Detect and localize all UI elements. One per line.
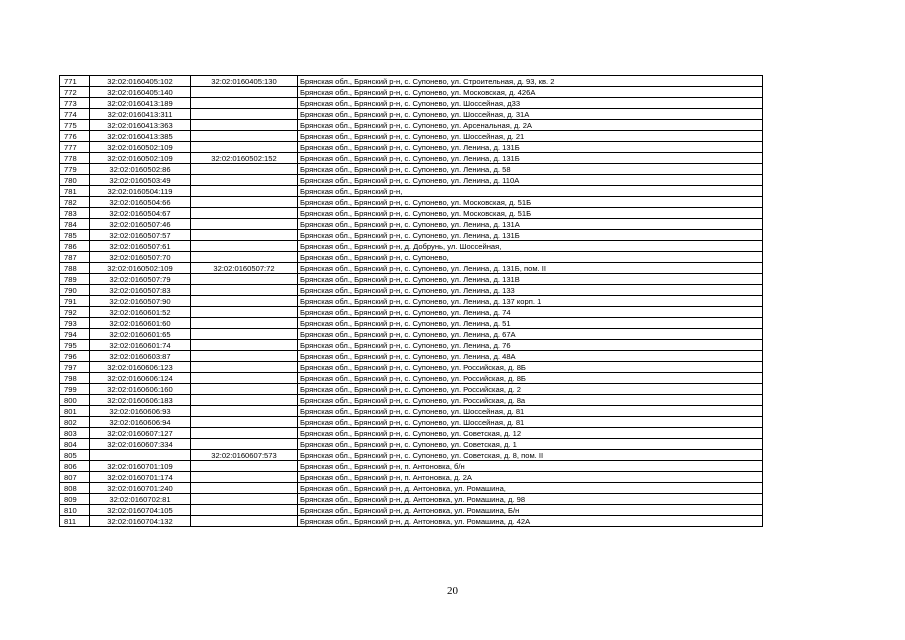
address-cell: Брянская обл., Брянский р-н, с. Супонево, ул. Ленина, д. 131В — [298, 274, 763, 285]
building-cadastral-cell: 32:02:0160405:130 — [191, 76, 298, 87]
row-number-cell: 803 — [60, 428, 90, 439]
table-row — [60, 252, 763, 263]
address-cell: Брянская обл., Брянский р-н, с. Супонево, ул. Ленина, д. 137 корп. 1 — [298, 296, 763, 307]
address-cell: Брянская обл., Брянский р-н, с. Супонево, ул. Российская, д. 8Б — [298, 373, 763, 384]
address-cell: Брянская обл., Брянский р-н, с. Супонево, ул. Ленина, д. 131Б, пом. II — [298, 263, 763, 274]
table-row — [60, 241, 763, 252]
table-row — [60, 131, 763, 142]
land-plot-cadastral-cell: 32:02:0160607:334 — [90, 439, 191, 450]
address-cell: Брянская обл., Брянский р-н, с. Супонево, ул. Ленина, д. 131Б — [298, 230, 763, 241]
address-cell: Брянская обл., Брянский р-н, с. Супонево, ул. Шоссейная, д. 31А — [298, 109, 763, 120]
table-row — [60, 219, 763, 230]
land-plot-cadastral-cell: 32:02:0160413:363 — [90, 120, 191, 131]
building-cadastral-cell — [191, 307, 298, 318]
address-cell: Брянская обл., Брянский р-н, с. Супонево, ул. Московская, д. 51Б — [298, 197, 763, 208]
row-number-cell: 808 — [60, 483, 90, 494]
land-plot-cadastral-cell: 32:02:0160507:46 — [90, 219, 191, 230]
building-cadastral-cell — [191, 197, 298, 208]
row-number-cell: 795 — [60, 340, 90, 351]
table-row — [60, 494, 763, 505]
table-row — [60, 263, 763, 274]
address-cell: Брянская обл., Брянский р-н, с. Супонево, ул. Шоссейная, д. 81 — [298, 406, 763, 417]
table-row — [60, 120, 763, 131]
table-row — [60, 318, 763, 329]
address-cell: Брянская обл., Брянский р-н, с. Супонево, ул. Ленина, д. 74 — [298, 307, 763, 318]
address-cell: Брянская обл., Брянский р-н, с. Супонево, ул. Ленина, д. 48А — [298, 351, 763, 362]
row-number-cell: 779 — [60, 164, 90, 175]
building-cadastral-cell — [191, 340, 298, 351]
address-cell: Брянская обл., Брянский р-н, с. Супонево, — [298, 252, 763, 263]
building-cadastral-cell — [191, 351, 298, 362]
building-cadastral-cell — [191, 285, 298, 296]
table-row — [60, 329, 763, 340]
land-plot-cadastral-cell: 32:02:0160502:86 — [90, 164, 191, 175]
table-row — [60, 76, 763, 87]
address-cell: Брянская обл., Брянский р-н, с. Супонево, ул. Российская, д. 8а — [298, 395, 763, 406]
land-plot-cadastral-cell: 32:02:0160502:109 — [90, 153, 191, 164]
land-plot-cadastral-cell: 32:02:0160413:385 — [90, 131, 191, 142]
building-cadastral-cell — [191, 175, 298, 186]
table-row — [60, 186, 763, 197]
table-row — [60, 208, 763, 219]
land-plot-cadastral-cell: 32:02:0160502:109 — [90, 142, 191, 153]
address-cell: Брянская обл., Брянский р-н, с. Супонево, ул. Шоссейная, д. 81 — [298, 417, 763, 428]
building-cadastral-cell — [191, 483, 298, 494]
table-row — [60, 362, 763, 373]
land-plot-cadastral-cell: 32:02:0160507:83 — [90, 285, 191, 296]
address-cell: Брянская обл., Брянский р-н, д. Добрунь, ул. Шоссейная, — [298, 241, 763, 252]
address-cell: Брянская обл., Брянский р-н, с. Супонево, ул. Советская, д. 12 — [298, 428, 763, 439]
table-row — [60, 450, 763, 461]
address-cell: Брянская обл., Брянский р-н, д. Антоновка, ул. Ромашина, — [298, 483, 763, 494]
row-number-cell: 794 — [60, 329, 90, 340]
row-number-cell: 776 — [60, 131, 90, 142]
address-cell: Брянская обл., Брянский р-н, с. Супонево, ул. Ленина, д. 51 — [298, 318, 763, 329]
row-number-cell: 809 — [60, 494, 90, 505]
table-row — [60, 340, 763, 351]
row-number-cell: 787 — [60, 252, 90, 263]
building-cadastral-cell — [191, 329, 298, 340]
land-plot-cadastral-cell: 32:02:0160701:240 — [90, 483, 191, 494]
table-row — [60, 461, 763, 472]
row-number-cell: 807 — [60, 472, 90, 483]
address-cell: Брянская обл., Брянский р-н, с. Супонево, ул. Российская, д. 2 — [298, 384, 763, 395]
land-plot-cadastral-cell: 32:02:0160405:140 — [90, 87, 191, 98]
building-cadastral-cell — [191, 98, 298, 109]
table-row — [60, 406, 763, 417]
land-plot-cadastral-cell: 32:02:0160504:67 — [90, 208, 191, 219]
row-number-cell: 800 — [60, 395, 90, 406]
land-plot-cadastral-cell: 32:02:0160601:52 — [90, 307, 191, 318]
registry-table — [59, 75, 763, 527]
row-number-cell: 786 — [60, 241, 90, 252]
table-row — [60, 98, 763, 109]
address-cell: Брянская обл., Брянский р-н, д. Антоновка, ул. Ромашина, д. 98 — [298, 494, 763, 505]
land-plot-cadastral-cell: 32:02:0160507:79 — [90, 274, 191, 285]
building-cadastral-cell — [191, 142, 298, 153]
building-cadastral-cell — [191, 395, 298, 406]
building-cadastral-cell — [191, 120, 298, 131]
table-row — [60, 307, 763, 318]
row-number-cell: 783 — [60, 208, 90, 219]
row-number-cell: 773 — [60, 98, 90, 109]
row-number-cell: 810 — [60, 505, 90, 516]
address-cell: Брянская обл., Брянский р-н, с. Супонево, ул. Ленина, д. 76 — [298, 340, 763, 351]
address-cell: Брянская обл., Брянский р-н, с. Супонево, ул. Ленина, д. 131А — [298, 219, 763, 230]
row-number-cell: 804 — [60, 439, 90, 450]
building-cadastral-cell — [191, 87, 298, 98]
row-number-cell: 791 — [60, 296, 90, 307]
building-cadastral-cell — [191, 362, 298, 373]
land-plot-cadastral-cell: 32:02:0160704:105 — [90, 505, 191, 516]
building-cadastral-cell — [191, 439, 298, 450]
land-plot-cadastral-cell: 32:02:0160507:57 — [90, 230, 191, 241]
address-cell: Брянская обл., Брянский р-н, с. Супонево, ул. Ленина, д. 110А — [298, 175, 763, 186]
table-row — [60, 505, 763, 516]
address-cell: Брянская обл., Брянский р-н, с. Супонево, ул. Ленина, д. 131Б — [298, 142, 763, 153]
land-plot-cadastral-cell: 32:02:0160507:70 — [90, 252, 191, 263]
land-plot-cadastral-cell: 32:02:0160504:66 — [90, 197, 191, 208]
building-cadastral-cell: 32:02:0160507:72 — [191, 263, 298, 274]
table-row — [60, 230, 763, 241]
building-cadastral-cell — [191, 428, 298, 439]
row-number-cell: 775 — [60, 120, 90, 131]
table-row — [60, 296, 763, 307]
land-plot-cadastral-cell: 32:02:0160601:60 — [90, 318, 191, 329]
table-row — [60, 175, 763, 186]
land-plot-cadastral-cell: 32:02:0160405:102 — [90, 76, 191, 87]
building-cadastral-cell: 32:02:0160607:573 — [191, 450, 298, 461]
row-number-cell: 806 — [60, 461, 90, 472]
building-cadastral-cell — [191, 505, 298, 516]
land-plot-cadastral-cell: 32:02:0160606:124 — [90, 373, 191, 384]
land-plot-cadastral-cell: 32:02:0160507:61 — [90, 241, 191, 252]
row-number-cell: 789 — [60, 274, 90, 285]
table-row — [60, 472, 763, 483]
row-number-cell: 802 — [60, 417, 90, 428]
table-row — [60, 142, 763, 153]
address-cell: Брянская обл., Брянский р-н, с. Супонево, ул. Строительная, д. 93, кв. 2 — [298, 76, 763, 87]
building-cadastral-cell — [191, 516, 298, 527]
land-plot-cadastral-cell: 32:02:0160601:74 — [90, 340, 191, 351]
table-row — [60, 164, 763, 175]
land-plot-cadastral-cell: 32:02:0160607:127 — [90, 428, 191, 439]
building-cadastral-cell — [191, 494, 298, 505]
building-cadastral-cell — [191, 131, 298, 142]
table-row — [60, 351, 763, 362]
table-row — [60, 439, 763, 450]
row-number-cell: 774 — [60, 109, 90, 120]
table-row — [60, 197, 763, 208]
land-plot-cadastral-cell: 32:02:0160704:132 — [90, 516, 191, 527]
table-row — [60, 109, 763, 120]
land-plot-cadastral-cell: 32:02:0160503:49 — [90, 175, 191, 186]
table-row — [60, 516, 763, 527]
building-cadastral-cell — [191, 241, 298, 252]
address-cell: Брянская обл., Брянский р-н, п. Антоновка, б/н — [298, 461, 763, 472]
building-cadastral-cell — [191, 109, 298, 120]
land-plot-cadastral-cell: 32:02:0160702:81 — [90, 494, 191, 505]
building-cadastral-cell — [191, 186, 298, 197]
land-plot-cadastral-cell: 32:02:0160502:109 — [90, 263, 191, 274]
table-row — [60, 285, 763, 296]
address-cell: Брянская обл., Брянский р-н, с. Супонево, ул. Ленина, д. 131Б — [298, 153, 763, 164]
land-plot-cadastral-cell: 32:02:0160504:119 — [90, 186, 191, 197]
row-number-cell: 801 — [60, 406, 90, 417]
building-cadastral-cell — [191, 472, 298, 483]
land-plot-cadastral-cell: 32:02:0160701:109 — [90, 461, 191, 472]
building-cadastral-cell — [191, 406, 298, 417]
address-cell: Брянская обл., Брянский р-н, с. Супонево, ул. Московская, д. 51Б — [298, 208, 763, 219]
registry-table-body — [60, 76, 763, 527]
address-cell: Брянская обл., Брянский р-н, с. Супонево, ул. Советская, д. 1 — [298, 439, 763, 450]
table-row — [60, 483, 763, 494]
building-cadastral-cell — [191, 461, 298, 472]
building-cadastral-cell: 32:02:0160502:152 — [191, 153, 298, 164]
row-number-cell: 781 — [60, 186, 90, 197]
building-cadastral-cell — [191, 274, 298, 285]
address-cell: Брянская обл., Брянский р-н, с. Супонево, ул. Советская, д. 8, пом. II — [298, 450, 763, 461]
land-plot-cadastral-cell — [90, 450, 191, 461]
row-number-cell: 772 — [60, 87, 90, 98]
row-number-cell: 780 — [60, 175, 90, 186]
row-number-cell: 797 — [60, 362, 90, 373]
land-plot-cadastral-cell: 32:02:0160606:183 — [90, 395, 191, 406]
table-row — [60, 87, 763, 98]
table-row — [60, 417, 763, 428]
address-cell: Брянская обл., Брянский р-н, с. Супонево, ул. Ленина, д. 67А — [298, 329, 763, 340]
address-cell: Брянская обл., Брянский р-н, с. Супонево, ул. Шоссейная, д33 — [298, 98, 763, 109]
row-number-cell: 777 — [60, 142, 90, 153]
land-plot-cadastral-cell: 32:02:0160606:94 — [90, 417, 191, 428]
address-cell: Брянская обл., Брянский р-н, с. Супонево, ул. Московская, д. 426А — [298, 87, 763, 98]
row-number-cell: 790 — [60, 285, 90, 296]
table-row — [60, 274, 763, 285]
row-number-cell: 793 — [60, 318, 90, 329]
land-plot-cadastral-cell: 32:02:0160603:87 — [90, 351, 191, 362]
address-cell: Брянская обл., Брянский р-н, п. Антоновка, д. 2А — [298, 472, 763, 483]
row-number-cell: 792 — [60, 307, 90, 318]
row-number-cell: 799 — [60, 384, 90, 395]
row-number-cell: 805 — [60, 450, 90, 461]
row-number-cell: 782 — [60, 197, 90, 208]
table-row — [60, 395, 763, 406]
building-cadastral-cell — [191, 219, 298, 230]
building-cadastral-cell — [191, 252, 298, 263]
building-cadastral-cell — [191, 373, 298, 384]
row-number-cell: 796 — [60, 351, 90, 362]
land-plot-cadastral-cell: 32:02:0160413:311 — [90, 109, 191, 120]
row-number-cell: 784 — [60, 219, 90, 230]
table-row — [60, 153, 763, 164]
building-cadastral-cell — [191, 296, 298, 307]
table-row — [60, 384, 763, 395]
building-cadastral-cell — [191, 417, 298, 428]
table-row — [60, 373, 763, 384]
address-cell: Брянская обл., Брянский р-н, с. Супонево, ул. Арсенальная, д. 2А — [298, 120, 763, 131]
land-plot-cadastral-cell: 32:02:0160606:123 — [90, 362, 191, 373]
land-plot-cadastral-cell: 32:02:0160601:65 — [90, 329, 191, 340]
land-plot-cadastral-cell: 32:02:0160507:90 — [90, 296, 191, 307]
land-plot-cadastral-cell: 32:02:0160701:174 — [90, 472, 191, 483]
address-cell: Брянская обл., Брянский р-н, с. Супонево, ул. Ленина, д. 133 — [298, 285, 763, 296]
row-number-cell: 811 — [60, 516, 90, 527]
address-cell: Брянская обл., Брянский р-н, с. Супонево, ул. Российская, д. 8Б — [298, 362, 763, 373]
address-cell: Брянская обл., Брянский р-н, с. Супонево, ул. Шоссейная, д. 21 — [298, 131, 763, 142]
address-cell: Брянская обл., Брянский р-н, д. Антоновка, ул. Ромашина, Б/н — [298, 505, 763, 516]
page-number: 20 — [447, 585, 458, 597]
row-number-cell: 785 — [60, 230, 90, 241]
row-number-cell: 798 — [60, 373, 90, 384]
row-number-cell: 778 — [60, 153, 90, 164]
land-plot-cadastral-cell: 32:02:0160606:93 — [90, 406, 191, 417]
address-cell: Брянская обл., Брянский р-н, д. Антоновка, ул. Ромашина, д. 42А — [298, 516, 763, 527]
building-cadastral-cell — [191, 230, 298, 241]
address-cell: Брянская обл., Брянский р-н, с. Супонево, ул. Ленина, д. 58 — [298, 164, 763, 175]
building-cadastral-cell — [191, 164, 298, 175]
row-number-cell: 771 — [60, 76, 90, 87]
land-plot-cadastral-cell: 32:02:0160606:160 — [90, 384, 191, 395]
land-plot-cadastral-cell: 32:02:0160413:189 — [90, 98, 191, 109]
row-number-cell: 788 — [60, 263, 90, 274]
table-row — [60, 428, 763, 439]
building-cadastral-cell — [191, 384, 298, 395]
building-cadastral-cell — [191, 318, 298, 329]
building-cadastral-cell — [191, 208, 298, 219]
address-cell: Брянская обл., Брянский р-н, — [298, 186, 763, 197]
